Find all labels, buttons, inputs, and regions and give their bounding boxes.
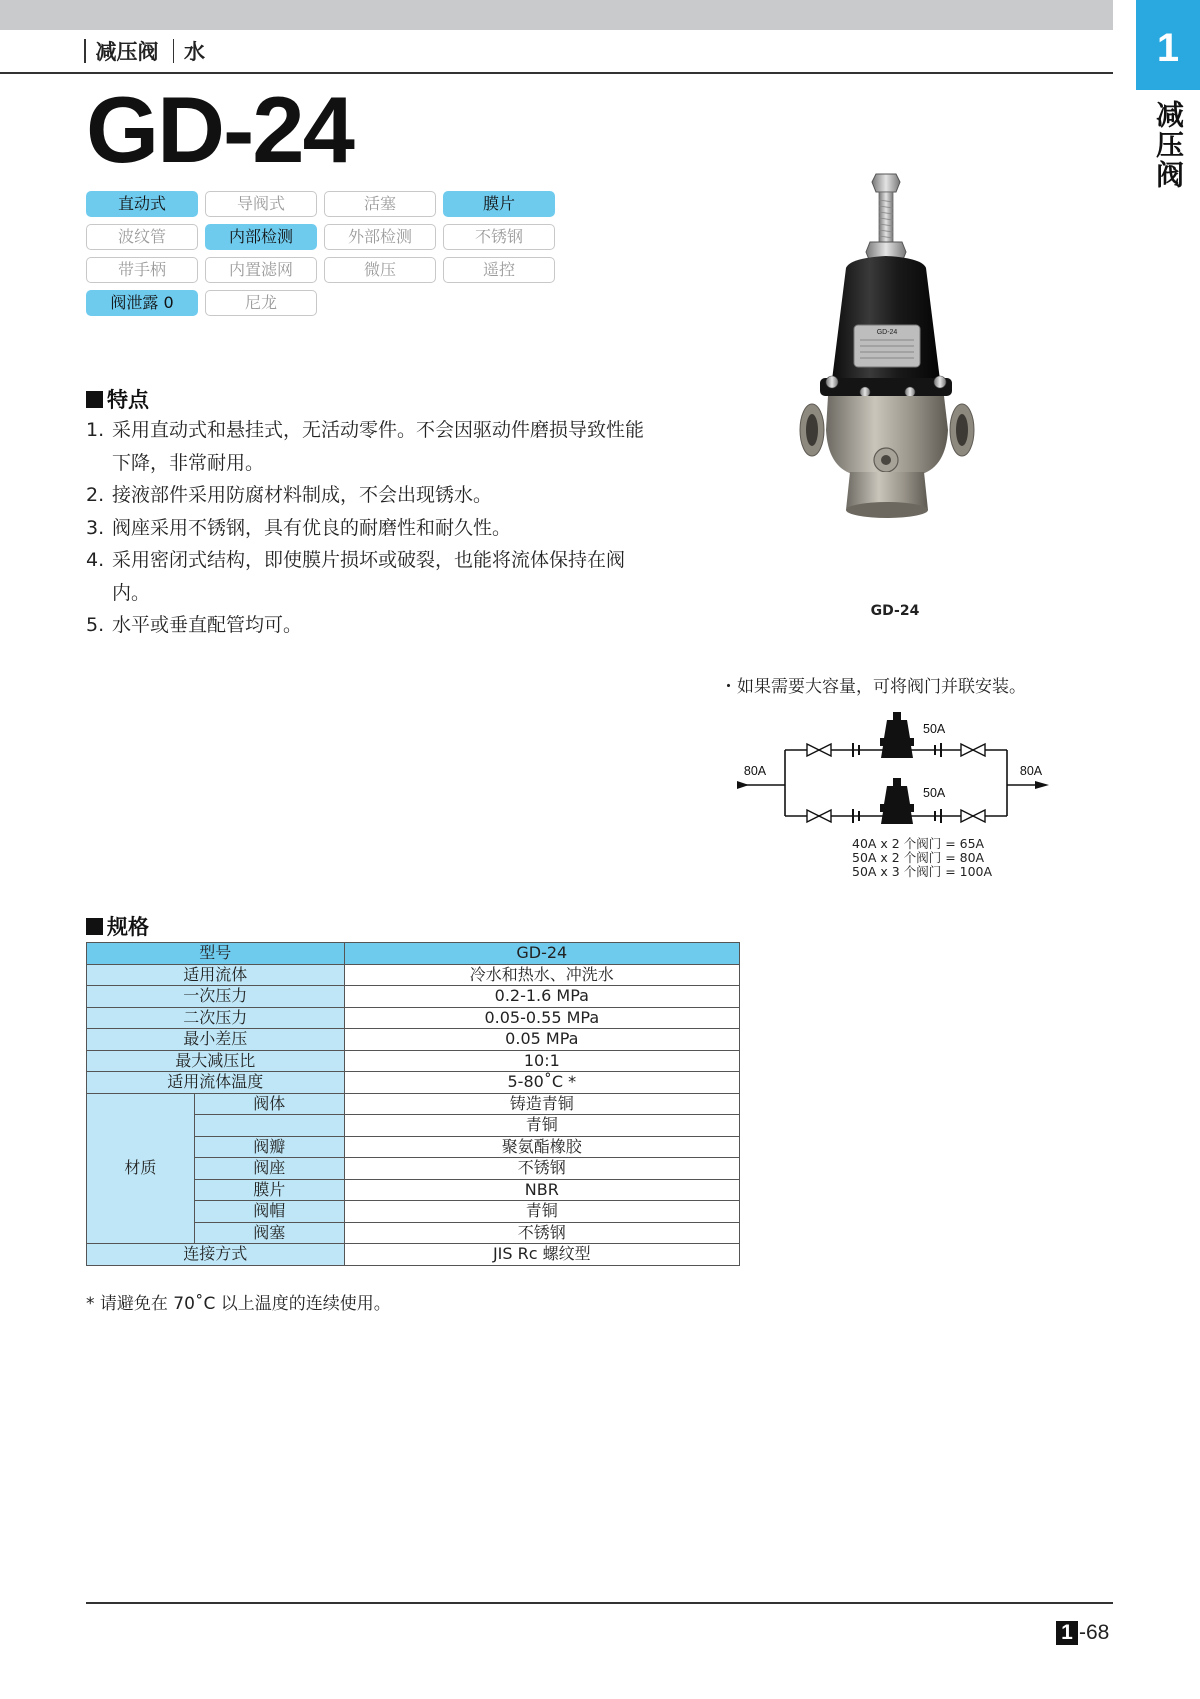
material-value: 不锈钢 [344,1222,739,1244]
row-label: 适用流体温度 [87,1072,345,1094]
tag-internal-sensing: 内部检测 [205,224,317,250]
specs-heading [86,911,149,941]
item-number: 4. [86,549,105,571]
valve-combinations [852,837,992,879]
tag-remote: 遥控 [443,257,555,283]
breadcrumb-divider [84,39,86,63]
table-row [87,1007,740,1029]
outlet-size: 80A [1019,764,1043,778]
chapter-tab[interactable]: 1 [1136,0,1200,90]
outlet-arrow-icon [1035,781,1049,789]
row-label: 一次压力 [87,986,345,1008]
tag-bellows: 波纹管 [86,224,198,250]
material-value: 铸造青铜 [344,1093,739,1115]
table-row [87,1093,740,1115]
page-number [1056,1620,1109,1646]
tag-external-sensing: 外部检测 [324,224,436,250]
tag-zero-leakage: 阀泄露 0 [86,290,198,316]
breadcrumb [84,36,205,66]
valve-icon [880,778,914,824]
row-value: 0.05 MPa [344,1029,739,1051]
photo-caption: GD-24 [870,603,920,619]
row-value: 0.05-0.55 MPa [344,1007,739,1029]
table-row [87,964,740,986]
lower-branch-size: 50A [923,786,946,800]
material-value: 不锈钢 [344,1158,739,1180]
row-value: 冷水和热水、冲洗水 [344,964,739,986]
row-value: 10:1 [344,1050,739,1072]
item-text: 采用直动式和悬挂式，无活动零件。不会因驱动件磨损导致性能下降，非常耐用。 [112,419,645,474]
tag-nylon: 尼龙 [205,290,317,316]
list-item [86,512,646,545]
tag-piston: 活塞 [324,191,436,217]
table-row [87,1072,740,1094]
lower-branch [807,778,985,824]
row-label: 二次压力 [87,1007,345,1029]
page-chapter: 1 [1056,1621,1078,1645]
material-part: 阀体 [194,1093,344,1115]
tag-micro-pressure: 微压 [324,257,436,283]
table-row [87,986,740,1008]
upper-branch-size: 50A [923,722,946,736]
tag-built-in-strainer: 内置滤网 [205,257,317,283]
header-rule [0,72,1113,74]
item-text: 采用密闭式结构，即使膜片损坏或破裂，也能将流体保持在阀内。 [112,549,626,604]
upper-branch [807,712,985,758]
tag-stainless: 不锈钢 [443,224,555,250]
table-row [87,1050,740,1072]
item-number: 5. [86,614,105,636]
row-label: 最大减压比 [87,1050,345,1072]
material-part: 阀瓣 [194,1136,344,1158]
nameplate-text: GD-24 [876,329,898,336]
page-title: GD-24 [86,77,353,182]
material-group-label: 材质 [87,1093,195,1244]
list-item [86,609,646,642]
material-part: 阀塞 [194,1222,344,1244]
heading-square-icon [86,391,103,408]
list-item [86,414,646,479]
material-part: 阀帽 [194,1201,344,1223]
row-value: 0.2-1.6 MPa [344,986,739,1008]
specs-title: 规格 [107,915,149,939]
top-bar [0,0,1113,30]
inlet-size: 80A [743,764,767,778]
row-label: 最小差压 [87,1029,345,1051]
breadcrumb-divider [173,39,175,63]
list-item [86,479,646,512]
tag-pilot: 导阀式 [205,191,317,217]
material-part: 阀座 [194,1158,344,1180]
row-label: 适用流体 [87,964,345,986]
breadcrumb-category: 减压阀 [95,40,159,64]
material-value: 青铜 [344,1201,739,1223]
row-value: 5-80˚C * [344,1072,739,1094]
combo-line: 50A x 3 个阀门 = 100A [852,864,993,879]
table-header-row [87,943,740,965]
list-item [86,544,646,609]
row-label: 连接方式 [87,1244,345,1266]
valve-icon [880,712,914,758]
combo-line: 50A x 2 个阀门 = 80A [852,850,985,865]
heading-square-icon [86,918,103,935]
item-text: 阀座采用不锈钢，具有优良的耐磨性和耐久性。 [112,516,512,539]
material-value: 聚氨酯橡胶 [344,1136,739,1158]
valve-photo [790,170,1000,570]
item-number: 2. [86,484,105,506]
table-row [87,1244,740,1266]
item-text: 水平或垂直配管均可。 [112,614,303,636]
material-part: 膜片 [194,1179,344,1201]
features-heading [86,384,149,414]
header-model: GD-24 [344,943,739,965]
parallel-note: ・如果需要大容量，可将阀门并联安装。 [720,677,1026,697]
temperature-footnote: * 请避免在 70˚C 以上温度的连续使用。 [86,1294,391,1314]
features-title: 特点 [107,388,149,412]
row-value: JIS Rc 螺纹型 [344,1244,739,1266]
material-value: 青铜 [344,1115,739,1137]
tag-diaphragm: 膜片 [443,191,555,217]
page-index: -68 [1079,1621,1110,1644]
inlet-arrow-icon [737,781,749,789]
tag-handle: 带手柄 [86,257,198,283]
item-number: 3. [86,516,105,539]
tag-direct-acting: 直动式 [86,191,198,217]
breadcrumb-fluid: 水 [184,40,205,64]
header-label: 型号 [87,943,345,965]
footer-rule [86,1602,1113,1604]
spec-table [86,942,740,1266]
item-number: 1. [86,419,105,441]
item-text: 接液部件采用防腐材料制成，不会出现锈水。 [112,484,493,506]
material-part [194,1115,344,1137]
combo-line: 40A x 2 个阀门 = 65A [852,836,985,851]
features-list [86,414,646,642]
chapter-label: 减压阀 [1152,100,1185,190]
table-row [87,1029,740,1051]
material-value: NBR [344,1179,739,1201]
